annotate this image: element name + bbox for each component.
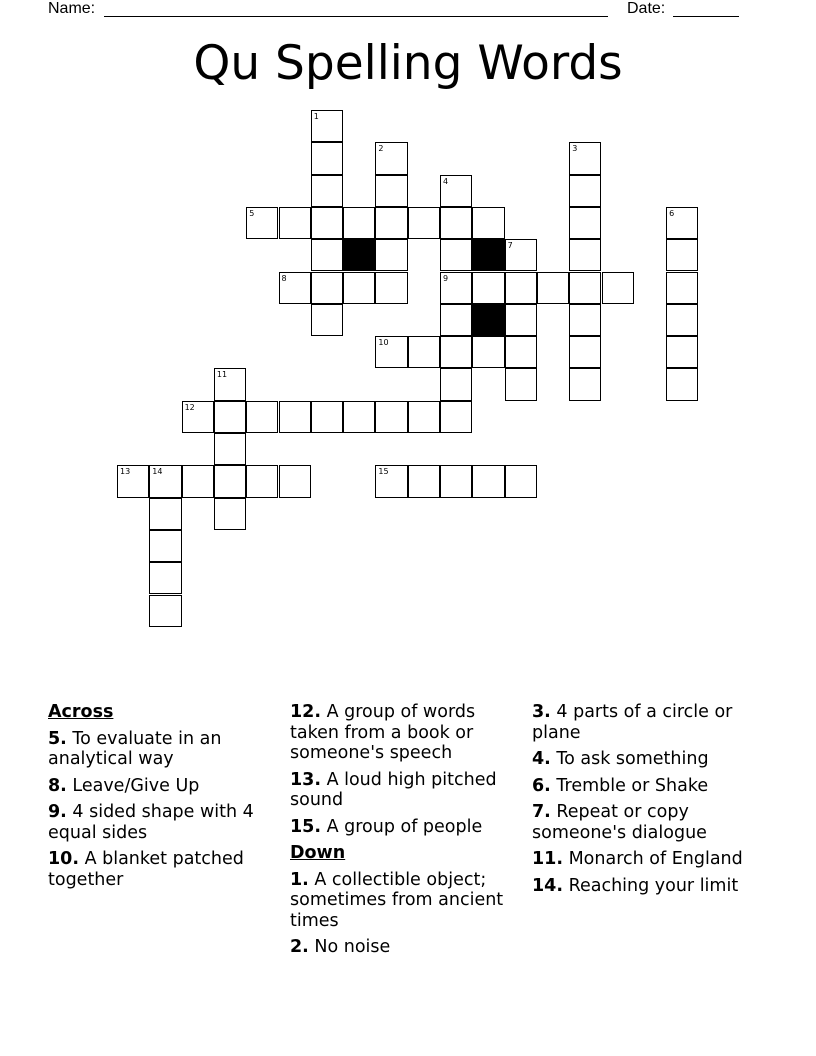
grid-cell[interactable] — [666, 368, 698, 400]
grid-cell[interactable] — [569, 368, 601, 400]
clue-number-label: 1. — [290, 869, 309, 890]
clue-number: 3 — [572, 144, 578, 154]
grid-cell[interactable] — [505, 272, 537, 304]
grid-cell[interactable] — [505, 368, 537, 400]
clue-number: 11 — [216, 370, 228, 380]
grid-cell[interactable] — [472, 207, 504, 239]
grid-cell[interactable] — [666, 272, 698, 304]
grid-cell[interactable] — [214, 465, 246, 497]
grid-cell[interactable] — [375, 401, 407, 433]
clue-number: 10 — [378, 338, 389, 348]
clue-number: 6 — [669, 208, 675, 218]
clue-item — [532, 776, 764, 797]
grid-cell[interactable] — [214, 368, 246, 400]
clue-number-label: 7. — [532, 802, 551, 822]
grid-cell[interactable] — [569, 207, 601, 239]
grid-cell[interactable] — [472, 465, 504, 497]
grid-cell[interactable] — [505, 465, 537, 497]
clue-column-1 — [48, 702, 274, 896]
clue-number-label: 6. — [532, 775, 551, 796]
grid-cell[interactable] — [311, 272, 343, 304]
black-square — [343, 239, 375, 271]
grid-cell[interactable] — [279, 401, 311, 433]
grid-cell[interactable] — [505, 239, 537, 271]
black-square — [472, 239, 504, 271]
clue-number: 4 — [443, 176, 449, 186]
grid-cell[interactable] — [149, 595, 181, 627]
clue-item — [532, 849, 764, 870]
clue-number: 8 — [281, 273, 287, 283]
grid-cell[interactable] — [149, 562, 181, 594]
grid-cell[interactable] — [311, 175, 343, 207]
grid-cell[interactable] — [440, 239, 472, 271]
grid-cell[interactable] — [408, 465, 440, 497]
clue-column-2 — [290, 702, 522, 964]
grid-cell[interactable] — [246, 207, 278, 239]
clue-number-label: 2. — [290, 937, 309, 957]
grid-cell[interactable] — [505, 336, 537, 368]
grid-cell[interactable] — [117, 465, 149, 497]
grid-cell[interactable] — [246, 401, 278, 433]
clue-text: A group of words taken from a book or someone's speech — [290, 702, 476, 763]
clue-number: 14 — [152, 467, 163, 477]
grid-cell[interactable] — [472, 336, 504, 368]
clue-number-label: 15. — [290, 816, 322, 837]
clue-number-label: 10. — [48, 849, 80, 869]
clue-text: A group of people — [321, 816, 483, 837]
clue-item — [532, 876, 764, 897]
grid-cell[interactable] — [602, 272, 634, 304]
grid-cell[interactable] — [569, 336, 601, 368]
grid-cell[interactable] — [666, 207, 698, 239]
clue-number-label: 13. — [290, 769, 322, 790]
clue-text: 4 sided shape with 4 equal sides — [48, 802, 254, 843]
grid-cell[interactable] — [214, 498, 246, 530]
clue-text: No noise — [308, 937, 391, 957]
grid-cell[interactable] — [214, 401, 246, 433]
grid-cell[interactable] — [440, 368, 472, 400]
down-heading: Down — [290, 843, 346, 863]
grid-cell[interactable] — [375, 239, 407, 271]
grid-cell[interactable] — [149, 530, 181, 562]
grid-cell[interactable] — [505, 304, 537, 336]
clue-number: 15 — [378, 467, 389, 477]
grid-cell[interactable] — [440, 175, 472, 207]
clue-number: 13 — [120, 467, 131, 477]
grid-cell[interactable] — [472, 272, 504, 304]
grid-cell[interactable] — [343, 401, 375, 433]
clue-column-3 — [532, 702, 764, 902]
grid-cell[interactable] — [311, 142, 343, 174]
grid-cell[interactable] — [569, 175, 601, 207]
clue-item — [290, 770, 522, 811]
across-heading: Across — [48, 702, 114, 722]
grid-cell[interactable] — [343, 272, 375, 304]
clue-text: Reaching your limit — [563, 875, 739, 896]
clue-number: 12 — [184, 402, 195, 412]
grid-cell[interactable] — [149, 465, 181, 497]
grid-cell[interactable] — [666, 239, 698, 271]
clue-number-label: 3. — [532, 702, 551, 722]
clue-text: Tremble or Shake — [550, 775, 709, 796]
grid-cell[interactable] — [182, 401, 214, 433]
grid-cell[interactable] — [537, 272, 569, 304]
grid-cell[interactable] — [375, 336, 407, 368]
clue-text: To evaluate in an analytical way — [48, 728, 222, 769]
grid-cell[interactable] — [279, 272, 311, 304]
grid-cell[interactable] — [375, 175, 407, 207]
clue-number-label: 9. — [48, 802, 67, 822]
clue-number: 5 — [249, 208, 255, 218]
black-square — [472, 304, 504, 336]
grid-cell[interactable] — [440, 401, 472, 433]
clue-number-label: 4. — [532, 749, 551, 769]
clue-number-label: 14. — [532, 875, 564, 896]
grid-cell[interactable] — [182, 465, 214, 497]
date-label: Date: — [627, 0, 666, 17]
grid-cell[interactable] — [375, 207, 407, 239]
grid-cell[interactable] — [375, 272, 407, 304]
clue-item — [290, 702, 522, 764]
clue-item — [532, 749, 764, 770]
grid-cell[interactable] — [408, 336, 440, 368]
grid-cell[interactable] — [569, 142, 601, 174]
grid-cell[interactable] — [311, 239, 343, 271]
clue-text: A blanket patched together — [48, 849, 244, 890]
clue-text: Repeat or copy someone's dialogue — [532, 802, 707, 843]
clue-item — [532, 702, 764, 743]
clue-item — [290, 817, 522, 838]
grid-cell[interactable] — [569, 304, 601, 336]
grid-cell[interactable] — [666, 336, 698, 368]
grid-cell[interactable] — [375, 142, 407, 174]
clue-item — [290, 870, 522, 932]
grid-cell[interactable] — [666, 304, 698, 336]
clue-number: 9 — [443, 273, 449, 283]
grid-cell[interactable] — [440, 336, 472, 368]
grid-cell[interactable] — [375, 465, 407, 497]
clue-text: A collectible object; sometimes from ancient times — [290, 869, 504, 931]
grid-cell[interactable] — [408, 401, 440, 433]
grid-cell[interactable] — [279, 207, 311, 239]
grid-cell[interactable] — [569, 239, 601, 271]
clue-item — [48, 802, 274, 843]
grid-cell[interactable] — [311, 110, 343, 142]
clue-item — [290, 937, 522, 958]
clue-number-label: 8. — [48, 775, 67, 796]
clue-number: 1 — [313, 112, 319, 121]
clue-text: Leave/Give Up — [66, 775, 200, 796]
clue-number-label: 11. — [532, 849, 564, 869]
grid-cell[interactable] — [440, 304, 472, 336]
grid-cell[interactable] — [149, 498, 181, 530]
grid-cell[interactable] — [311, 207, 343, 239]
clue-number-label: 5. — [48, 728, 67, 749]
clue-number-label: 12. — [290, 702, 322, 722]
grid-cell[interactable] — [569, 272, 601, 304]
page-title: Qu Spelling Words — [193, 36, 623, 91]
clue-item — [532, 802, 764, 843]
clue-item — [48, 849, 274, 890]
clue-number: 7 — [507, 241, 513, 251]
clue-text: 4 parts of a circle or plane — [532, 702, 733, 743]
grid-cell[interactable] — [246, 465, 278, 497]
grid-cell[interactable] — [311, 401, 343, 433]
clue-item — [48, 776, 274, 797]
clue-text: Monarch of England — [563, 849, 743, 869]
clue-number: 2 — [378, 144, 384, 154]
grid-cell[interactable] — [440, 465, 472, 497]
grid-cell[interactable] — [311, 304, 343, 336]
clue-text: To ask something — [550, 749, 709, 769]
clue-item — [48, 729, 274, 770]
grid-cell[interactable] — [408, 207, 440, 239]
clue-text: A loud high pitched sound — [290, 769, 497, 810]
grid-cell[interactable] — [440, 207, 472, 239]
grid-cell[interactable] — [279, 465, 311, 497]
grid-cell[interactable] — [440, 272, 472, 304]
grid-cell[interactable] — [343, 207, 375, 239]
name-label: Name: — [48, 0, 96, 17]
grid-cell[interactable] — [214, 433, 246, 465]
